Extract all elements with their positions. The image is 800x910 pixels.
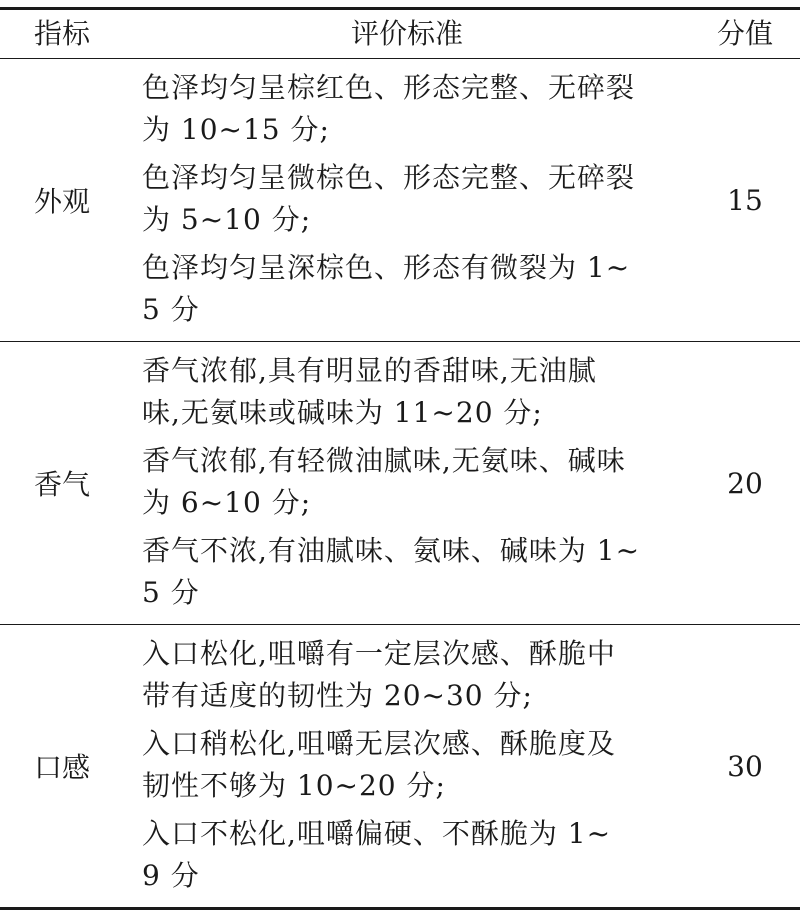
criterion-line: 香气浓郁,具有明显的香甜味,无油腻: [142, 354, 597, 387]
criterion-item: [142, 350, 690, 434]
criterion-line: 5 分: [142, 293, 200, 326]
criterion-item: [142, 723, 690, 807]
indicator-cell: 外观: [33, 185, 90, 218]
criterion-line: 为 5~10 分;: [142, 203, 312, 236]
criterion-line: 色泽均匀呈微棕色、形态完整、无碎裂: [142, 161, 636, 194]
criterion-line: 为 10~15 分;: [142, 113, 330, 146]
criterion-line: 9 分: [142, 859, 200, 892]
criterion-line: 味,无氨味或碱味为 11~20 分;: [142, 396, 543, 429]
header-indicator: 指标: [33, 17, 90, 50]
indicator-cell: 香气: [33, 468, 90, 501]
table-header-row: [0, 9, 800, 59]
indicator-cell: 口感: [33, 751, 90, 784]
criterion-item: [142, 67, 690, 151]
criterion-line: 香气浓郁,有轻微油腻味,无氨味、碱味: [142, 444, 626, 477]
criterion-line: 色泽均匀呈棕红色、形态完整、无碎裂: [142, 71, 636, 104]
table-row: [0, 625, 800, 909]
criteria-cell: [124, 342, 690, 625]
criteria-cell: [124, 625, 690, 909]
criterion-line: 香气不浓,有油腻味、氨味、碱味为 1~: [142, 534, 641, 567]
header-score: 分值: [716, 17, 773, 50]
criterion-item: [142, 813, 690, 897]
criterion-item: [142, 633, 690, 717]
criterion-line: 入口不松化,咀嚼偏硬、不酥脆为 1~: [142, 817, 612, 850]
evaluation-table: [0, 7, 800, 910]
criterion-line: 韧性不够为 10~20 分;: [142, 769, 446, 802]
criterion-line: 入口松化,咀嚼有一定层次感、酥脆中: [142, 637, 616, 670]
header-criteria: 评价标准: [350, 17, 463, 50]
criteria-cell: [124, 59, 690, 342]
score-cell: 20: [727, 466, 763, 500]
criterion-item: [142, 247, 690, 331]
criterion-line: 为 6~10 分;: [142, 486, 312, 519]
criterion-item: [142, 157, 690, 241]
criterion-line: 色泽均匀呈深棕色、形态有微裂为 1~: [142, 251, 631, 284]
criterion-item: [142, 440, 690, 524]
table-row: [0, 59, 800, 342]
criterion-item: [142, 530, 690, 614]
criterion-line: 入口稍松化,咀嚼无层次感、酥脆度及: [142, 727, 616, 760]
criterion-line: 5 分: [142, 576, 200, 609]
criterion-line: 带有适度的韧性为 20~30 分;: [142, 679, 533, 712]
score-cell: 30: [727, 749, 763, 783]
score-cell: 15: [727, 183, 763, 217]
table-row: [0, 342, 800, 625]
